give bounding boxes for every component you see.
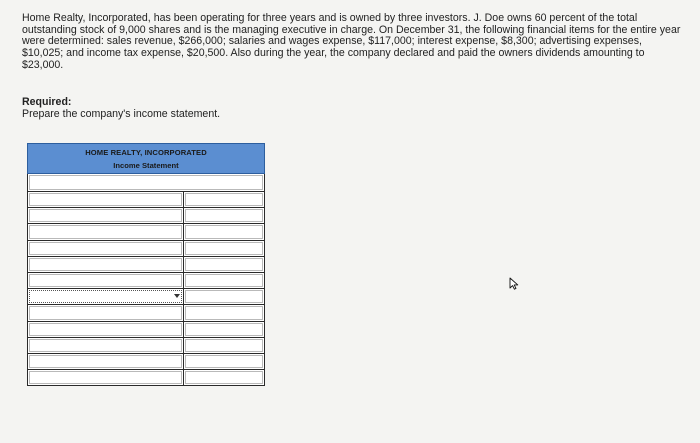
amount-input[interactable] (184, 192, 264, 207)
table-row (27, 289, 265, 305)
amount-input[interactable] (184, 370, 264, 385)
label-input[interactable] (28, 224, 184, 239)
label-input[interactable] (28, 192, 184, 207)
table-row (27, 370, 265, 386)
label-input[interactable] (28, 322, 184, 337)
required-instruction: Prepare the company's income statement. (22, 108, 221, 120)
table-row (27, 338, 265, 354)
table-row (27, 273, 265, 289)
label-input[interactable] (28, 241, 184, 256)
required-title: Required: (22, 96, 72, 108)
label-input[interactable] (28, 370, 184, 385)
amount-input[interactable] (184, 322, 264, 337)
required-section (22, 96, 220, 120)
label-input[interactable] (28, 305, 184, 320)
table-row (27, 322, 265, 338)
statement-date-row[interactable] (27, 174, 265, 192)
label-input[interactable] (28, 354, 184, 369)
statement-header (27, 143, 265, 174)
label-input[interactable] (28, 338, 184, 353)
amount-input[interactable] (184, 289, 264, 304)
table-row (27, 241, 265, 257)
label-input[interactable] (28, 208, 184, 223)
amount-input[interactable] (184, 257, 264, 272)
chevron-down-icon[interactable] (174, 294, 180, 298)
amount-input[interactable] (184, 305, 264, 320)
amount-input[interactable] (184, 208, 264, 223)
amount-input[interactable] (184, 224, 264, 239)
problem-text: Home Realty, Incorporated, has been operating for three years and is owned by three investors. J. Doe owns 60 percent of the total outstanding stock of 9,000 shares and is the managing executive in charge. On December 31, the following financial items for the entire year were determined: sales revenue, $266,000; salaries and wages expense, $117,000; interest expense, $8,300; advertising expenses, $10,025; and income tax expense, $20,500. Also during the year, the company declared and paid the owners dividends amounting to $23,000. (22, 12, 681, 71)
table-row (27, 305, 265, 321)
company-name: HOME REALTY, INCORPORATED (85, 148, 207, 157)
amount-input[interactable] (184, 338, 264, 353)
statement-title: Income Statement (113, 161, 179, 170)
table-row (27, 354, 265, 370)
label-dropdown[interactable] (28, 289, 184, 304)
table-row (27, 224, 265, 240)
table-row (27, 208, 265, 224)
label-input[interactable] (28, 273, 184, 288)
income-statement-form (27, 143, 265, 386)
mouse-pointer-icon (509, 277, 519, 290)
date-input[interactable] (28, 174, 264, 191)
amount-input[interactable] (184, 354, 264, 369)
amount-input[interactable] (184, 273, 264, 288)
label-input[interactable] (28, 257, 184, 272)
table-row (27, 257, 265, 273)
table-row (27, 192, 265, 208)
amount-input[interactable] (184, 241, 264, 256)
